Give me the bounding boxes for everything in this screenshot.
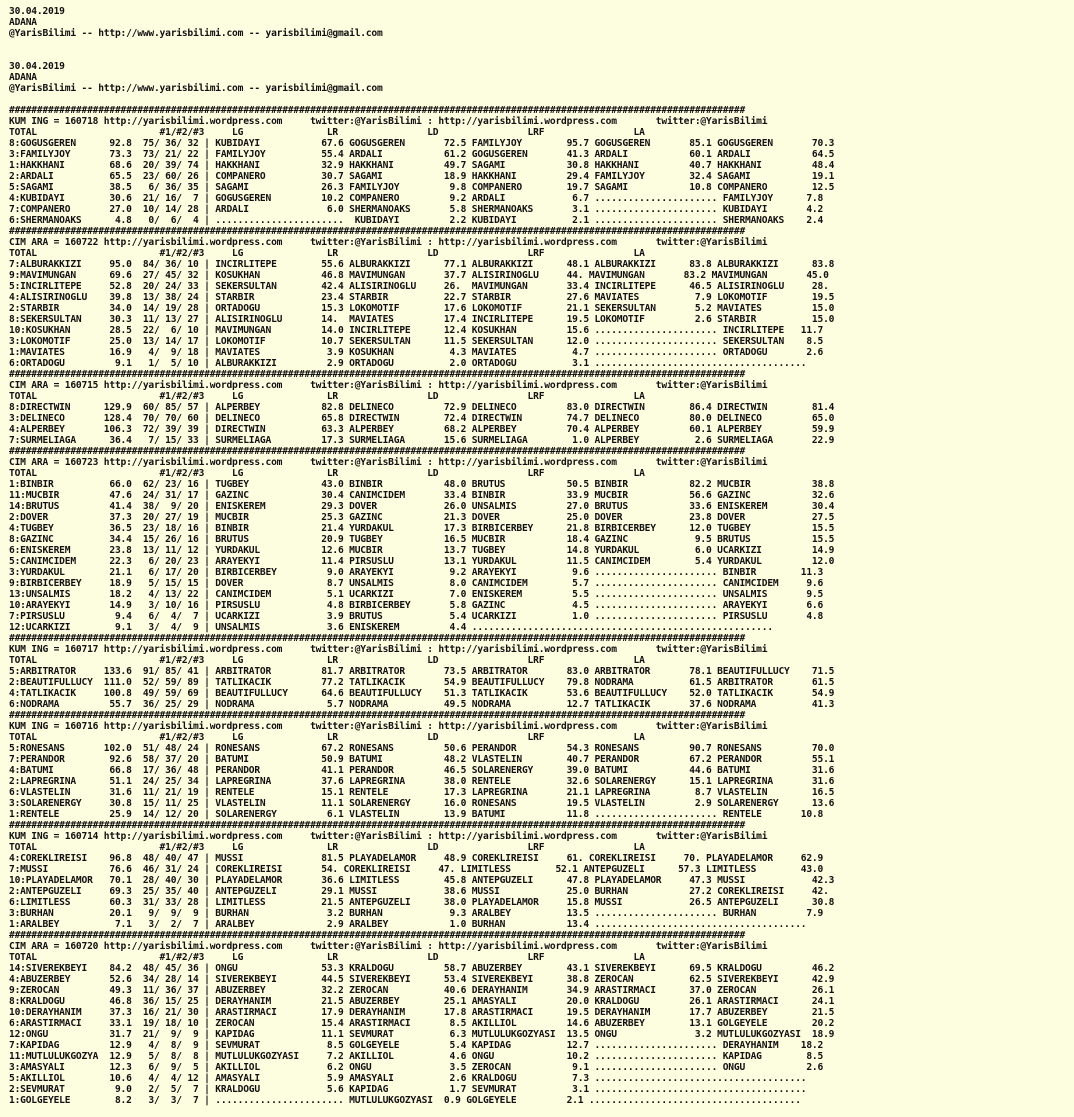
race-row: 10:KOSUKHAN 28.5 22/ 6/ 10 | MAVIMUNGAN 14.0 INCIRLITEPE 12.4 KOSUKHAN 15.6 ...................... INCIRLITEPE 11.7 bbox=[9, 325, 824, 336]
race-row: 3:SOLARENERGY 30.8 15/ 11/ 25 | VLASTELIN 11.1 SOLARENERGY 16.0 RONESANS 19.5 VLASTELIN 2.9 SOLARENERGY 13.6 bbox=[9, 798, 835, 809]
report-date: 30.04.2019 bbox=[9, 61, 65, 72]
race-row: 3:LOKOMOTIF 25.0 13/ 14/ 17 | LOKOMOTIF 10.7 SEKERSULTAN 11.5 SEKERSULTAN 12.0 ...................... SEKERSULTAN 8.5 bbox=[9, 336, 824, 347]
separator-line: #################################################################################################################################### bbox=[9, 105, 746, 116]
race-row: 5:RONESANS 102.0 51/ 48/ 24 | RONESANS 67.2 RONESANS 50.6 PERANDOR 54.3 RONESANS 90.7 RONESANS 70.0 bbox=[9, 743, 835, 754]
report-contact: @YarisBilimi -- http://www.yarisbilimi.com -- yarisbilimi@gmail.com bbox=[9, 83, 383, 94]
race-row: 4:BATUMI 66.8 17/ 36/ 48 | PERANDOR 41.1 PERANDOR 46.5 SOLARENERGY 39.0 BATUMI 44.6 BATUMI 31.6 bbox=[9, 765, 835, 776]
race-row: 8:GAZINC 34.4 15/ 26/ 16 | BRUTUS 20.9 TUGBEY 16.5 MUCBIR 18.4 GAZINC 9.5 BRUTUS 15.5 bbox=[9, 534, 835, 545]
race-row: 7:COMPANERO 27.0 10/ 14/ 28 | ARDALI 6.0 SHERMANOAKS 5.8 SHERMANOAKS 3.1 ...................... KUBIDAYI 4.2 bbox=[9, 204, 824, 215]
race-row: 7:MUSSI 76.6 46/ 31/ 24 | COREKLIREISI 54. COREKLIREISI 47. LIMITLESS 52.1 ANTEPGUZELI 57.3 LIMITLESS 43.0 bbox=[9, 864, 824, 875]
race-row: 1:RENTELE 25.9 14/ 12/ 20 | SOLARENERGY 6.1 VLASTELIN 13.9 BATUMI 11.8 ...................... RENTELE 10.8 bbox=[9, 809, 824, 820]
race-columns: TOTAL #1/#2/#3 LG LR LD LRF LA bbox=[9, 732, 645, 743]
race-row: 13:UNSALMIS 18.2 4/ 13/ 22 | CANIMCIDEM 5.1 UCARKIZI 7.0 ENISKEREM 5.5 ...................... UNSALMIS 9.5 bbox=[9, 589, 824, 600]
race-row: 2:LAPREGRINA 51.1 24/ 25/ 34 | LAPREGRINA 37.6 LAPREGRINA 38.0 RENTELE 32.6 SOLARENERGY 15.1 LAPREGRINA 31.6 bbox=[9, 776, 835, 787]
race-row: 3:YURDAKUL 21.1 6/ 17/ 20 | BIRBICERBEY 9.0 ARAYEKYI 9.2 ARAYEKYI 9.6 ...................... BINBIR 11.3 bbox=[9, 567, 824, 578]
race-row: 5:ARBITRATOR 133.6 91/ 85/ 41 | ARBITRATOR 81.7 ARBITRATOR 73.5 ARBITRATOR 83.0 ARBITRATOR 78.1 BEAUTIFULLUCY 71.5 bbox=[9, 666, 835, 677]
race-columns: TOTAL #1/#2/#3 LG LR LD LRF LA bbox=[9, 952, 645, 963]
race-row: 6:LIMITLESS 60.3 31/ 33/ 28 | LIMITLESS 21.5 ANTEPGUZELI 38.0 PLAYADELAMOR 15.8 MUSSI 26.5 ANTEPGUZELI 30.8 bbox=[9, 897, 835, 908]
race-header: CIM ARA = 160722 http://yarisbilimi.wordpress.com twitter:@YarisBilimi : http://yarisbilimi.wordpress.com twitter:@YarisBilimi bbox=[9, 237, 768, 248]
race-row: 8:DIRECTWIN 129.9 60/ 85/ 57 | ALPERBEY 82.8 DELINECO 72.9 DELINECO 83.0 DIRECTWIN 86.4 DIRECTWIN 81.4 bbox=[9, 402, 835, 413]
race-header: CIM ARA = 160715 http://yarisbilimi.wordpress.com twitter:@YarisBilimi : http://yarisbilimi.wordpress.com twitter:@YarisBilimi bbox=[9, 380, 768, 391]
race-row: 1:MAVIATES 16.9 4/ 9/ 18 | MAVIATES 3.9 KOSUKHAN 4.3 MAVIATES 4.7 ...................... ORTADOGU 2.6 bbox=[9, 347, 824, 358]
race-row: 11:MUCBIR 47.6 24/ 31/ 17 | GAZINC 30.4 CANIMCIDEM 33.4 BINBIR 33.9 MUCBIR 56.6 GAZINC 32.6 bbox=[9, 490, 835, 501]
race-row: 3:DELINECO 128.4 70/ 70/ 60 | DELINECO 65.8 DIRECTWIN 72.4 DIRECTWIN 74.7 DELINECO 80.0 DELINECO 65.0 bbox=[9, 413, 835, 424]
separator-line: #################################################################################################################################### bbox=[9, 710, 746, 721]
race-row: 2:ARDALI 65.5 23/ 60/ 26 | COMPANERO 30.7 SAGAMI 18.9 HAKKHANI 29.4 FAMILYJOY 32.4 SAGAMI 19.1 bbox=[9, 171, 835, 182]
race-row: 8:KRALDOGU 46.8 36/ 15/ 25 | DERAYHANIM 21.5 ABUZERBEY 25.1 AMASYALI 20.0 KRALDOGU 26.1 ARASTIRMACI 24.1 bbox=[9, 996, 835, 1007]
race-row: 10:PLAYADELAMOR 70.1 28/ 40/ 30 | PLAYADELAMOR 36.6 LIMITLESS 45.8 ANTEPGUZELI 47.8 PLAYADELAMOR 47.3 MUSSI 42.3 bbox=[9, 875, 835, 886]
race-row: 1:BINBIR 66.0 62/ 23/ 16 | TUGBEY 43.0 BINBIR 48.0 BRUTUS 50.5 BINBIR 82.2 MUCBIR 38.8 bbox=[9, 479, 835, 490]
race-row: 2:DOVER 37.3 20/ 27/ 19 | MUCBIR 25.3 GAZINC 21.3 DOVER 25.0 DOVER 23.8 DOVER 27.5 bbox=[9, 512, 835, 523]
race-row: 7:ALBURAKKIZI 95.0 84/ 36/ 10 | INCIRLITEPE 55.6 ALBURAKKIZI 77.1 ALBURAKKIZI 48.1 ALBURAKKIZI 83.8 ALBURAKKIZI 83.8 bbox=[9, 259, 835, 270]
race-row: 4:ALISIRINOGLU 39.8 13/ 38/ 24 | STARBIR 23.4 STARBIR 22.7 STARBIR 27.6 MAVIATES 7.9 LOKOMOTIF 19.5 bbox=[9, 292, 835, 303]
race-row: 2:SEVMURAT 9.0 2/ 5/ 7 | KRALDOGU 5.6 KAPIDAG 1.7 SEVMURAT 3.1 ...................................... bbox=[9, 1084, 807, 1095]
race-columns: TOTAL #1/#2/#3 LG LR LD LRF LA bbox=[9, 391, 645, 402]
race-row: 3:AMASYALI 12.3 6/ 9/ 5 | AKILLIOL 6.2 ONGU 3.5 ZEROCAN 9.1 ...................... ONGU 2.6 bbox=[9, 1062, 824, 1073]
race-row: 5:CANIMCIDEM 22.3 6/ 20/ 23 | ARAYEKYI 11.4 PIRSUSLU 13.1 YURDAKUL 11.5 CANIMCIDEM 5.4 YURDAKUL 12.0 bbox=[9, 556, 835, 567]
race-columns: TOTAL #1/#2/#3 LG LR LD LRF LA bbox=[9, 468, 645, 479]
race-row: 14:SIVEREKBEYI 84.2 48/ 45/ 36 | ONGU 53.3 KRALDOGU 58.7 ABUZERBEY 43.1 SIVEREKBEYI 69.5 KRALDOGU 46.2 bbox=[9, 963, 835, 974]
race-row: 8:SEKERSULTAN 30.3 11/ 13/ 27 | ALISIRINOGLU 14. MAVIATES 17.4 INCIRLITEPE 19.5 LOKOMOTIF 2.6 STARBIR 15.0 bbox=[9, 314, 835, 325]
race-row: 6:ARASTIRMACI 33.1 19/ 18/ 10 | ZEROCAN 15.4 ARASTIRMACI 8.5 AKILLIOL 14.6 ABUZERBEY 13.1 GOLGEYELE 20.2 bbox=[9, 1018, 835, 1029]
race-row: 10:ARAYEKYI 14.9 3/ 10/ 16 | PIRSUSLU 4.8 BIRBICERBEY 5.8 GAZINC 4.5 ...................... ARAYEKYI 6.6 bbox=[9, 600, 824, 611]
separator-line: #################################################################################################################################### bbox=[9, 930, 746, 941]
report-city: ADANA bbox=[9, 17, 37, 28]
separator-line: #################################################################################################################################### bbox=[9, 820, 746, 831]
race-columns: TOTAL #1/#2/#3 LG LR LD LRF LA bbox=[9, 842, 645, 853]
race-row: 6:SHERMANOAKS 4.8 0/ 6/ 4 | ....................... KUBIDAYI 2.2 KUBIDAYI 2.1 ...................... SHERMANOAKS 2.4 bbox=[9, 215, 824, 226]
race-row: 6:VLASTELIN 31.6 11/ 21/ 19 | RENTELE 15.1 RENTELE 17.3 LAPREGRINA 21.1 LAPREGRINA 8.7 VLASTELIN 16.5 bbox=[9, 787, 835, 798]
race-header: KUM ING = 160716 http://yarisbilimi.wordpress.com twitter:@YarisBilimi : http://yarisbilimi.wordpress.com twitter:@YarisBilimi bbox=[9, 721, 768, 732]
race-columns: TOTAL #1/#2/#3 LG LR LD LRF LA bbox=[9, 655, 645, 666]
race-header: KUM ING = 160717 http://yarisbilimi.wordpress.com twitter:@YarisBilimi : http://yarisbilimi.wordpress.com twitter:@YarisBilimi bbox=[9, 644, 768, 655]
race-row: 1:HAKKHANI 68.6 20/ 39/ 74 | HAKKHANI 32.9 HAKKHANI 49.7 SAGAMI 30.8 HAKKHANI 40.7 HAKKHANI 48.4 bbox=[9, 160, 835, 171]
race-columns: TOTAL #1/#2/#3 LG LR LD LRF LA bbox=[9, 248, 645, 259]
race-row: 1:ARALBEY 7.1 3/ 2/ 7 | ARALBEY 2.9 ARALBEY 1.0 BURHAN 13.4 ...................................... bbox=[9, 919, 807, 930]
blank-line bbox=[9, 50, 1074, 61]
race-row: 14:BRUTUS 41.4 38/ 9/ 20 | ENISKEREM 29.3 DOVER 26.0 UNSALMIS 27.0 BRUTUS 33.6 ENISKEREM 30.4 bbox=[9, 501, 835, 512]
race-row: 4:TUGBEY 36.5 23/ 18/ 16 | BINBIR 21.4 YURDAKUL 17.3 BIRBICERBEY 21.8 BIRBICERBEY 12.0 TUGBEY 15.5 bbox=[9, 523, 835, 534]
report-date: 30.04.2019 bbox=[9, 6, 65, 17]
race-row: 4:ALPERBEY 106.3 72/ 39/ 39 | DIRECTWIN 63.3 ALPERBEY 68.2 ALPERBEY 70.4 ALPERBEY 60.1 ALPERBEY 59.9 bbox=[9, 424, 835, 435]
blank-line bbox=[9, 94, 1074, 105]
race-row: 4:KUBIDAYI 30.6 21/ 16/ 7 | GOGUSGEREN 10.2 COMPANERO 9.2 ARDALI 6.7 ...................... FAMILYJOY 7.8 bbox=[9, 193, 824, 204]
race-row: 3:FAMILYJOY 73.3 73/ 21/ 22 | FAMILYJOY 55.4 ARDALI 61.2 GOGUSGEREN 41.3 ARDALI 60.1 ARDALI 64.5 bbox=[9, 149, 835, 160]
race-header: KUM ING = 160718 http://yarisbilimi.wordpress.com twitter:@YarisBilimi : http://yarisbilimi.wordpress.com twitter:@YarisBilimi bbox=[9, 116, 768, 127]
race-row: 8:GOGUSGEREN 92.8 75/ 36/ 32 | KUBIDAYI 67.6 GOGUSGEREN 72.5 FAMILYJOY 95.7 GOGUSGEREN 85.1 GOGUSGEREN 70.3 bbox=[9, 138, 835, 149]
race-row: 12:UCARKIZI 9.1 3/ 4/ 9 | UNSALMIS 3.6 ENISKEREM 4.4 ...................................................... bbox=[9, 622, 773, 633]
race-row: 2:STARBIR 34.0 14/ 19/ 28 | ORTADOGU 15.3 LOKOMOTIF 17.6 LOKOMOTIF 21.1 SEKERSULTAN 5.2 MAVIATES 15.0 bbox=[9, 303, 835, 314]
report-city: ADANA bbox=[9, 72, 37, 83]
race-header: CIM ARA = 160723 http://yarisbilimi.wordpress.com twitter:@YarisBilimi : http://yarisbilimi.wordpress.com twitter:@YarisBilimi bbox=[9, 457, 768, 468]
report-contact: @YarisBilimi -- http://www.yarisbilimi.com -- yarisbilimi@gmail.com bbox=[9, 28, 383, 39]
race-row: 6:ENISKEREM 23.8 13/ 11/ 12 | YURDAKUL 12.6 MUCBIR 13.7 TUGBEY 14.8 YURDAKUL 6.0 UCARKIZI 14.9 bbox=[9, 545, 835, 556]
race-row: 12:ONGU 31.7 21/ 9/ 9 | KAPIDAG 11.1 SEVMURAT 6.3 MUTLULUKGOZYASI 13.5 ONGU 3.2 MUTLULUKGOZYASI 18.9 bbox=[9, 1029, 835, 1040]
race-columns: TOTAL #1/#2/#3 LG LR LD LRF LA bbox=[9, 127, 645, 138]
blank-line bbox=[9, 39, 1074, 50]
race-row: 6:ORTADOGU 9.1 1/ 5/ 10 | ALBURAKKIZI 2.9 ORTADOGU 2.0 ORTADOGU 3.1 ...................................... bbox=[9, 358, 807, 369]
race-row: 7:SURMELIAGA 36.4 7/ 15/ 33 | SURMELIAGA 17.3 SURMELIAGA 15.6 SURMELIAGA 1.0 ALPERBEY 2.6 SURMELIAGA 22.9 bbox=[9, 435, 835, 446]
race-row: 7:KAPIDAG 12.9 4/ 8/ 9 | SEVMURAT 8.5 GOLGEYELE 5.4 KAPIDAG 12.7 ...................... DERAYHANIM 18.2 bbox=[9, 1040, 824, 1051]
race-row: 7:PERANDOR 92.6 58/ 37/ 20 | BATUMI 50.9 BATUMI 48.2 VLASTELIN 40.7 PERANDOR 67.2 PERANDOR 55.1 bbox=[9, 754, 835, 765]
race-row: 3:BURHAN 20.1 9/ 9/ 9 | BURHAN 3.2 BURHAN 9.3 ARALBEY 13.5 ...................... BURHAN 7.9 bbox=[9, 908, 824, 919]
race-row: 9:ZEROCAN 49.3 11/ 36/ 37 | ABUZERBEY 32.2 ZEROCAN 40.6 DERAYHANIM 34.9 ARASTIRMACI 37.0 ZEROCAN 26.1 bbox=[9, 985, 835, 996]
race-row: 9:MAVIMUNGAN 69.6 27/ 45/ 32 | KOSUKHAN 46.8 MAVIMUNGAN 37.7 ALISIRINOGLU 44. MAVIMUNGAN 83.2 MAVIMUNGAN 45.0 bbox=[9, 270, 829, 281]
race-row: 1:GOLGEYELE 8.2 3/ 3/ 7 | ....................... MUTLULUKGOZYASI 0.9 GOLGEYELE 2.1 ...................................... bbox=[9, 1095, 801, 1106]
race-header: CIM ARA = 160720 http://yarisbilimi.wordpress.com twitter:@YarisBilimi : http://yarisbilimi.wordpress.com twitter:@YarisBilimi bbox=[9, 941, 768, 952]
separator-line: #################################################################################################################################### bbox=[9, 633, 746, 644]
race-row: 4:ABUZERBEY 52.6 34/ 28/ 14 | SIVEREKBEYI 44.5 SIVEREKBEYI 53.4 SIVEREKBEYI 38.8 ZEROCAN 62.5 SIVEREKBEYI 42.9 bbox=[9, 974, 835, 985]
race-row: 11:MUTLULUKGOZYA 12.9 5/ 8/ 8 | MUTLULUKGOZYASI 7.2 AKILLIOL 4.6 ONGU 10.2 ...................... KAPIDAG 8.5 bbox=[9, 1051, 824, 1062]
race-row: 9:BIRBICERBEY 18.9 5/ 15/ 15 | DOVER 8.7 UNSALMIS 8.0 CANIMCIDEM 5.7 ...................... CANIMCIDEM 9.6 bbox=[9, 578, 824, 589]
race-header: KUM ING = 160714 http://yarisbilimi.wordpress.com twitter:@YarisBilimi : http://yarisbilimi.wordpress.com twitter:@YarisBilimi bbox=[9, 831, 768, 842]
race-row: 2:BEAUTIFULLUCY 111.0 52/ 59/ 89 | TATLIKACIK 77.2 TATLIKACIK 54.9 BEAUTIFULLUCY 79.8 NODRAMA 61.5 ARBITRATOR 61.5 bbox=[9, 677, 835, 688]
race-row: 2:ANTEPGUZELI 69.3 25/ 35/ 40 | ANTEPGUZELI 29.1 MUSSI 38.6 MUSSI 25.0 BURHAN 27.2 COREKLIREISI 42. bbox=[9, 886, 829, 897]
separator-line: #################################################################################################################################### bbox=[9, 226, 746, 237]
separator-line: #################################################################################################################################### bbox=[9, 446, 746, 457]
race-row: 5:INCIRLITEPE 52.8 20/ 24/ 33 | SEKERSULTAN 42.4 ALISIRINOGLU 26. MAVIMUNGAN 33.4 INCIRLITEPE 46.5 ALISIRINOGLU 28. bbox=[9, 281, 829, 292]
race-row: 4:TATLIKACIK 100.8 49/ 59/ 69 | BEAUTIFULLUCY 64.6 BEAUTIFULLUCY 51.3 TATLIKACIK 53.6 BEAUTIFULLUCY 52.0 TATLIKACIK 54.9 bbox=[9, 688, 835, 699]
race-row: 7:PIRSUSLU 9.4 6/ 4/ 7 | UCARKIZI 3.9 BRUTUS 5.4 UCARKIZI 1.0 ...................... PIRSUSLU 4.8 bbox=[9, 611, 824, 622]
separator-line: #################################################################################################################################### bbox=[9, 369, 746, 380]
race-row: 4:COREKLIREISI 96.8 48/ 40/ 47 | MUSSI 81.5 PLAYADELAMOR 48.9 COREKLIREISI 61. COREKLIREISI 70. PLAYADELAMOR 62.9 bbox=[9, 853, 824, 864]
race-row: 5:SAGAMI 38.5 6/ 36/ 35 | SAGAMI 26.3 FAMILYJOY 9.8 COMPANERO 19.7 SAGAMI 10.8 COMPANERO 12.5 bbox=[9, 182, 835, 193]
race-row: 5:AKILLIOL 10.6 4/ 4/ 12 | AMASYALI 5.9 AMASYALI 2.6 KRALDOGU 7.3 ...................................... bbox=[9, 1073, 807, 1084]
race-row: 6:NODRAMA 55.7 36/ 25/ 29 | NODRAMA 5.7 NODRAMA 49.5 NODRAMA 12.7 TATLIKACIK 37.6 NODRAMA 41.3 bbox=[9, 699, 835, 710]
race-row: 10:DERAYHANIM 37.3 16/ 21/ 30 | ARASTIRMACI 17.9 DERAYHANIM 17.8 ARASTIRMACI 19.5 DERAYHANIM 17.7 ABUZERBEY 21.5 bbox=[9, 1007, 835, 1018]
